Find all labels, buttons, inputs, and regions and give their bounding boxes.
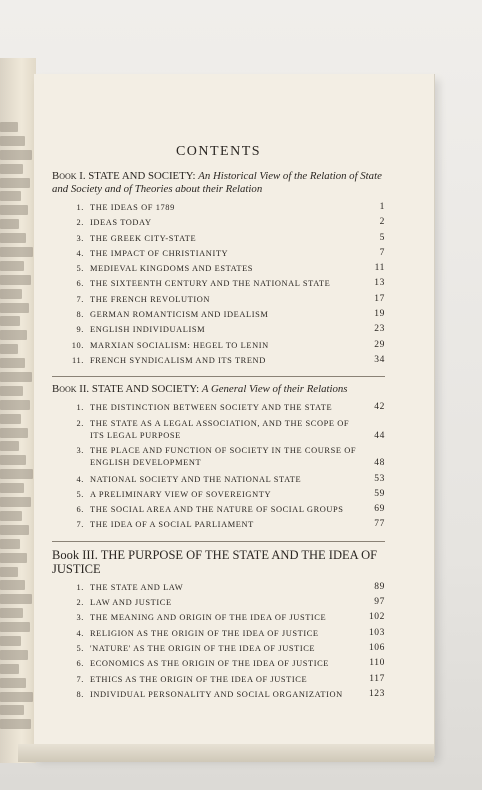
entry-page: 69 — [374, 504, 385, 515]
toc-entry — [52, 445, 385, 470]
previous-page-text-line — [0, 400, 30, 410]
entry-page: 1 — [379, 202, 385, 212]
previous-page-text-line — [0, 719, 31, 729]
previous-page-text-line — [0, 636, 21, 646]
entry-title: THE STATE AND LAW — [90, 582, 184, 592]
previous-page-text-line — [0, 178, 30, 188]
entry-page: 103 — [368, 627, 385, 638]
entry-number: 5. — [76, 489, 84, 499]
toc-entry — [52, 276, 385, 291]
entry-page: 77 — [374, 519, 385, 530]
entry-number: 4. — [76, 248, 84, 258]
entry-title: THE IDEA OF A SOCIAL PARLIAMENT — [90, 520, 254, 530]
entry-title: FRENCH SYNDICALISM AND ITS TREND — [90, 355, 266, 365]
toc-entry — [52, 261, 385, 276]
entry-title: RELIGION AS THE ORIGIN OF THE IDEA OF JUSTICE — [90, 628, 319, 638]
previous-page-text-line — [0, 483, 24, 493]
entry-number: 7. — [76, 674, 84, 684]
entry-page: 97 — [374, 597, 385, 608]
toc-entry — [52, 626, 385, 641]
entry-title: 'NATURE' AS THE ORIGIN OF THE IDEA OF JUSTICE — [90, 643, 316, 653]
toc-entry — [52, 502, 385, 517]
entry-title: THE MEANING AND ORIGIN OF THE IDEA OF JUSTICE — [90, 613, 327, 623]
entry-title: THE PLACE AND FUNCTION OF SOCIETY IN THE COURSE OF ENGLISH DEVELOPMENT — [90, 445, 357, 468]
entry-title: MEDIEVAL KINGDOMS AND ESTATES — [90, 264, 254, 274]
entry-title: GERMAN ROMANTICISM AND IDEALISM — [90, 310, 269, 320]
entry-page: 7 — [379, 247, 385, 258]
entry-number: 6. — [76, 279, 84, 289]
book-2-entries — [52, 400, 385, 532]
toc-entry — [52, 472, 385, 487]
entry-number: 1. — [76, 203, 84, 212]
entry-number: 1. — [76, 403, 84, 413]
entry-title: THE IMPACT OF CHRISTIANITY — [90, 248, 229, 258]
entry-page: 44 — [374, 431, 385, 442]
previous-page-text-line — [0, 150, 32, 160]
section-divider — [52, 541, 385, 542]
previous-page-edge — [0, 58, 36, 763]
previous-page-text-line — [0, 608, 23, 618]
toc-entry — [52, 672, 385, 687]
page-stack-edge — [18, 744, 434, 762]
entry-number: 6. — [76, 505, 84, 515]
toc-entry — [52, 517, 385, 532]
book-2-lead: Book II. STATE AND SOCIETY: — [52, 383, 200, 396]
entry-page: 48 — [374, 458, 385, 469]
entry-page: 5 — [379, 232, 385, 243]
entry-page: 59 — [374, 488, 385, 499]
entry-number: 2. — [76, 218, 84, 228]
entry-number: 5. — [76, 264, 84, 274]
entry-page: 19 — [374, 309, 385, 320]
entry-title: NATIONAL SOCIETY AND THE NATIONAL STATE — [90, 474, 302, 484]
previous-page-text-line — [0, 136, 25, 146]
entry-number: 8. — [76, 689, 84, 699]
entry-title: IDEAS TODAY — [90, 218, 152, 228]
entry-page: 102 — [368, 612, 385, 623]
book-3-lead: Book III. THE PURPOSE OF THE STATE AND THE IDEA OF JUSTICE — [52, 547, 378, 576]
toc-entry — [52, 656, 385, 671]
entry-title: THE IDEAS OF 1789 — [90, 203, 175, 212]
entry-page: 11 — [374, 263, 385, 274]
previous-page-text-line — [0, 692, 33, 702]
entry-page: 42 — [374, 402, 385, 413]
toc-entry — [52, 418, 385, 443]
entry-number: 2. — [76, 598, 84, 608]
toc-entry — [52, 307, 385, 322]
book-2-title — [52, 383, 385, 396]
previous-page-text-line — [0, 219, 19, 229]
section-divider — [52, 376, 385, 377]
previous-page-text-line — [0, 205, 28, 215]
entry-title: THE DISTINCTION BETWEEN SOCIETY AND THE STATE — [90, 403, 333, 413]
book-1-title — [52, 170, 385, 196]
toc-entry — [52, 610, 385, 625]
book-3-entries — [52, 580, 385, 702]
entry-title: A PRELIMINARY VIEW OF SOVEREIGNTY — [90, 489, 272, 499]
entry-title: ECONOMICS AS THE ORIGIN OF THE IDEA OF JUSTICE — [90, 659, 330, 669]
previous-page-text-line — [0, 497, 31, 507]
entry-title: LAW AND JUSTICE — [90, 598, 172, 608]
toc-entry — [52, 338, 385, 353]
toc-entry — [52, 400, 385, 415]
toc-entry — [52, 595, 385, 610]
entry-number: 4. — [76, 628, 84, 638]
previous-page-text-line — [0, 358, 25, 368]
previous-page-text-line — [0, 164, 23, 174]
entry-title: THE FRENCH REVOLUTION — [90, 294, 211, 304]
book-1-subtitle: An Historical View of the Relation of State and Society and of Theories about their Relation — [52, 170, 382, 195]
entry-title: THE STATE AS A LEGAL ASSOCIATION, AND THE SCOPE OF ITS LEGAL PURPOSE — [90, 418, 350, 441]
previous-page-text-line — [0, 539, 20, 549]
previous-page-text-line — [0, 414, 21, 424]
entry-number: 1. — [76, 582, 84, 592]
book-3-title — [52, 548, 385, 576]
entry-title: THE GREEK CITY-STATE — [90, 233, 197, 243]
previous-page-text-line — [0, 386, 23, 396]
previous-page-text-line — [0, 275, 31, 285]
entry-page: 17 — [374, 293, 385, 304]
previous-page-text-line — [0, 664, 19, 674]
contents-page — [52, 144, 385, 702]
previous-page-text-line — [0, 594, 32, 604]
entry-number: 5. — [76, 643, 84, 653]
previous-page-text-line — [0, 344, 18, 354]
previous-page-text-line — [0, 455, 26, 465]
toc-entry — [52, 687, 385, 702]
previous-page-text-line — [0, 372, 32, 382]
entry-number: 3. — [76, 445, 84, 455]
entry-page: 23 — [374, 324, 385, 335]
entry-page: 89 — [374, 581, 385, 592]
entry-page: 29 — [374, 339, 385, 350]
entry-title: ENGLISH INDIVIDUALISM — [90, 325, 206, 335]
entry-page: 53 — [374, 473, 385, 484]
book-1-entries — [52, 200, 385, 368]
previous-page-text-line — [0, 580, 25, 590]
previous-page-text-line — [0, 650, 28, 660]
entry-number: 7. — [76, 520, 84, 530]
previous-page-text-line — [0, 303, 29, 313]
entry-number: 3. — [76, 613, 84, 623]
previous-page-text-line — [0, 678, 26, 688]
previous-page-text-line — [0, 441, 19, 451]
previous-page-text-line — [0, 511, 22, 521]
previous-page-text-line — [0, 261, 24, 271]
toc-entry — [52, 231, 385, 246]
previous-page-text-line — [0, 553, 27, 563]
previous-page-text-line — [0, 705, 24, 715]
entry-title: MARXIAN SOCIALISM: HEGEL TO LENIN — [90, 340, 269, 350]
previous-page-text-line — [0, 469, 33, 479]
previous-page-text-line — [0, 122, 18, 132]
entry-page: 110 — [369, 658, 385, 669]
previous-page-text-line — [0, 247, 33, 257]
entry-title: THE SIXTEENTH CENTURY AND THE NATIONAL STATE — [90, 279, 331, 289]
previous-page-text-line — [0, 525, 29, 535]
toc-entry — [52, 580, 385, 595]
previous-page-text-line — [0, 428, 28, 438]
entry-page: 123 — [368, 688, 385, 699]
entry-page: 34 — [374, 354, 385, 365]
toc-entry — [52, 641, 385, 656]
book-1-lead: Book I. STATE AND SOCIETY: — [52, 170, 196, 182]
toc-entry — [52, 246, 385, 261]
entry-title: ETHICS AS THE ORIGIN OF THE IDEA OF JUSTICE — [90, 674, 308, 684]
entry-page: 106 — [368, 642, 385, 653]
entry-title: INDIVIDUAL PERSONALITY AND SOCIAL ORGANIZATION — [90, 689, 343, 699]
entry-title: THE SOCIAL AREA AND THE NATURE OF SOCIAL GROUPS — [90, 505, 344, 515]
toc-entry — [52, 353, 385, 368]
previous-page-text-line — [0, 191, 21, 201]
previous-page-text-lines — [0, 122, 34, 733]
entry-page: 13 — [374, 278, 385, 289]
entry-page: 117 — [369, 673, 385, 684]
entry-number: 6. — [76, 659, 84, 669]
entry-number: 10. — [71, 340, 84, 350]
toc-entry — [52, 487, 385, 502]
toc-entry — [52, 292, 385, 307]
contents-heading: CONTENTS — [175, 144, 262, 159]
toc-entry — [52, 215, 385, 230]
toc-entry — [52, 322, 385, 337]
previous-page-text-line — [0, 622, 30, 632]
previous-page-text-line — [0, 567, 18, 577]
previous-page-text-line — [0, 233, 26, 243]
previous-page-text-line — [0, 316, 20, 326]
book-2-subtitle: A General View of their Relations — [201, 383, 348, 396]
previous-page-text-line — [0, 289, 22, 299]
previous-page-text-line — [0, 330, 27, 340]
entry-number: 11. — [72, 355, 84, 365]
entry-page: 2 — [379, 217, 385, 228]
entry-number: 9. — [76, 325, 84, 335]
entry-number: 2. — [76, 418, 84, 428]
toc-entry — [52, 200, 385, 215]
entry-number: 3. — [76, 233, 84, 243]
entry-number: 8. — [76, 310, 84, 320]
entry-number: 7. — [76, 294, 84, 304]
entry-number: 4. — [76, 474, 84, 484]
